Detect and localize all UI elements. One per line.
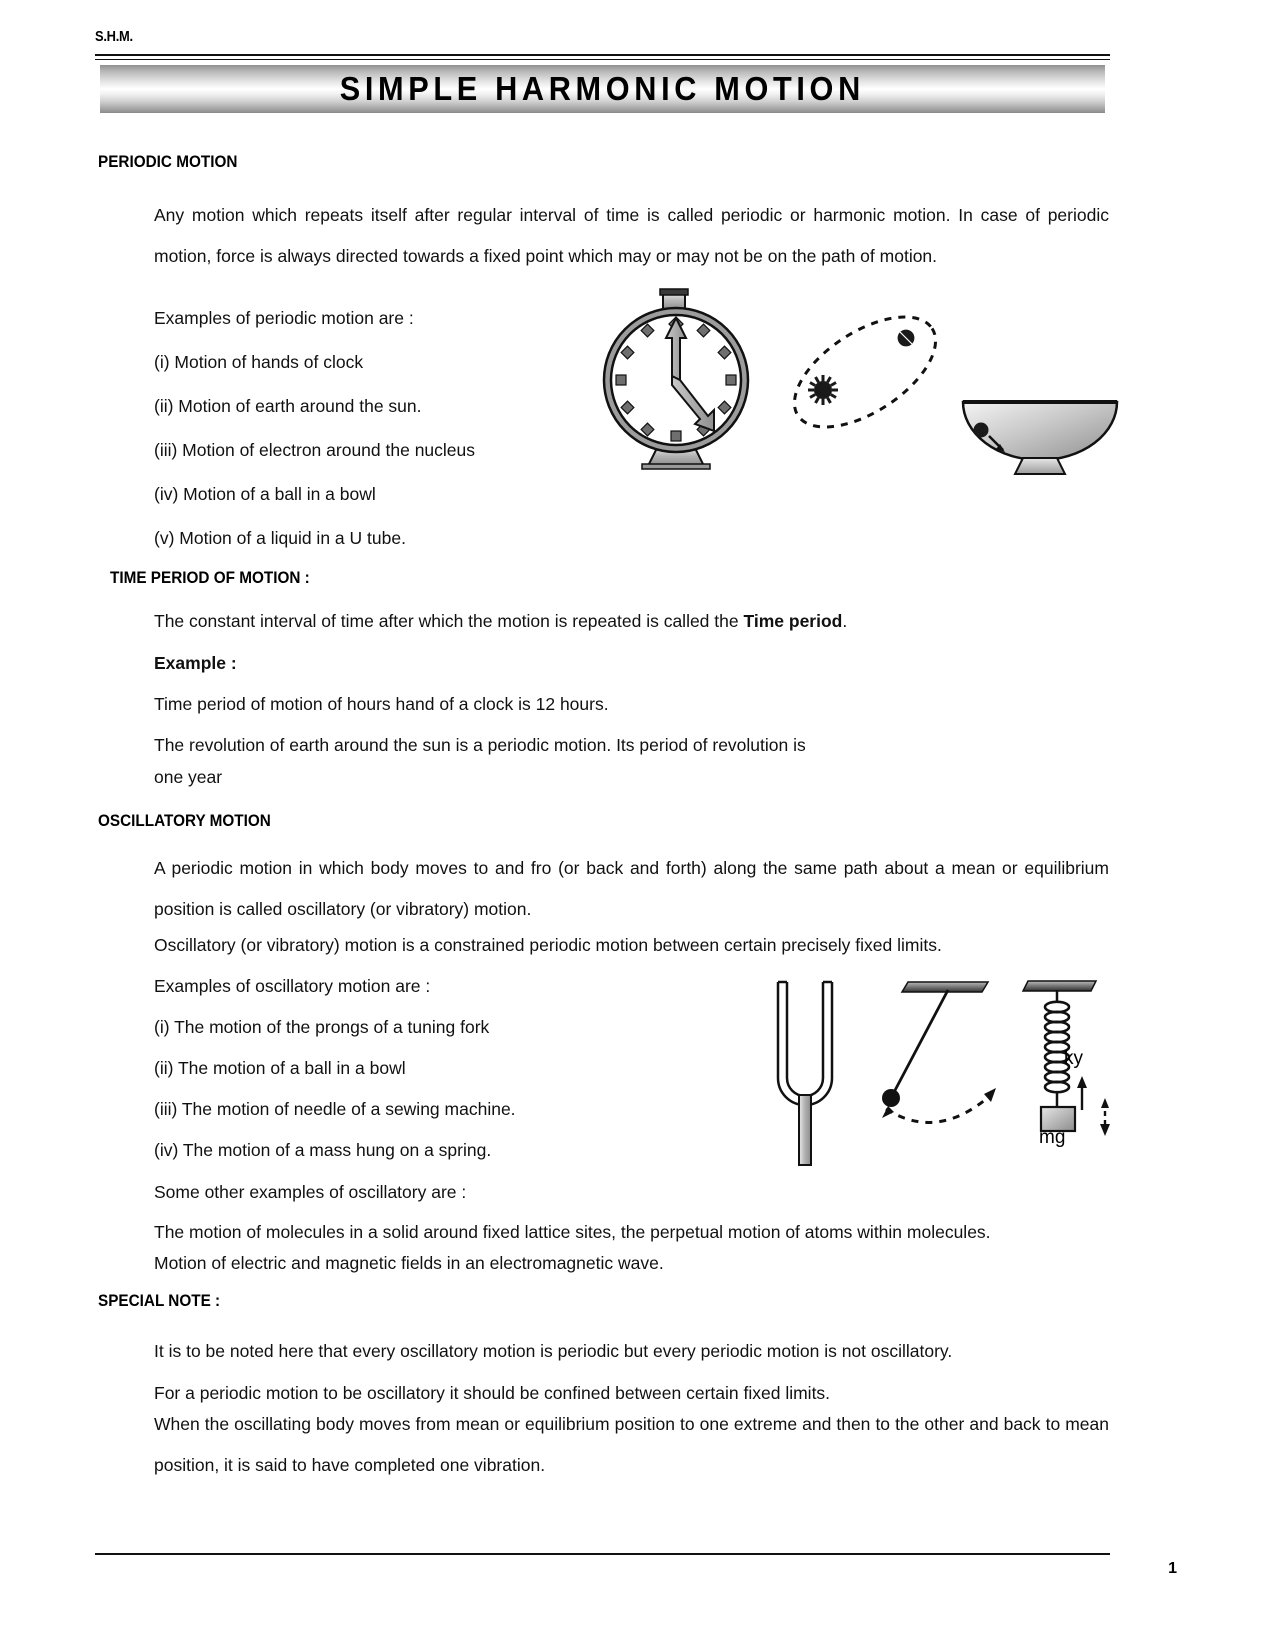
weight-label: mg — [1039, 1127, 1066, 1148]
oscillatory-other-line-1: The motion of molecules in a solid around fixed lattice sites, the perpetual motion of atoms within molecules. — [154, 1222, 991, 1242]
sun-icon — [808, 375, 838, 405]
special-note-line-3: When the oscillating body moves from mean or equilibrium position to one extreme and then to the other and back to mean position, it is said to have completed one vibration. — [154, 1414, 1109, 1475]
figure-simple-pendulum — [870, 978, 1010, 1138]
spring-force-label: ky — [1064, 1048, 1083, 1069]
heading-oscillatory-motion: OSCILLATORY MOTION — [98, 811, 271, 830]
oscillatory-examples-lead: Examples of oscillatory motion are : — [154, 976, 431, 996]
time-period-example-line-1: Time period of motion of hours hand of a clock is 12 hours. — [154, 694, 609, 714]
time-period-example-line-2: The revolution of earth around the sun is a periodic motion. Its period of revolution is — [154, 735, 806, 755]
heading-special-note: SPECIAL NOTE : — [98, 1291, 221, 1310]
special-note-line-1: It is to be noted here that every oscillatory motion is periodic but every periodic motion is not oscillatory. — [154, 1341, 953, 1361]
oscillatory-example-item-4: (iv) The motion of a mass hung on a spring. — [154, 1140, 492, 1160]
time-period-definition — [154, 601, 847, 642]
running-head: S.H.M. — [95, 28, 133, 45]
periodic-example-item-1: (i) Motion of hands of clock — [154, 352, 364, 372]
oscillatory-example-item-1: (i) The motion of the prongs of a tuning fork — [154, 1017, 490, 1037]
oscillatory-other-line-2: Motion of electric and magnetic fields in an electromagnetic wave. — [154, 1253, 664, 1273]
oscillatory-other-lead: Some other examples of oscillatory are : — [154, 1182, 467, 1202]
periodic-example-item-5: (v) Motion of a liquid in a U tube. — [154, 528, 406, 548]
figure-earth-around-sun — [775, 300, 955, 450]
chapter-title-banner — [100, 65, 1105, 113]
oscillatory-example-item-3: (iii) The motion of needle of a sewing machine. — [154, 1099, 516, 1119]
figure-ball-in-bowl — [955, 388, 1125, 480]
ball-icon — [974, 423, 989, 438]
time-period-term: Time period — [743, 611, 843, 631]
oscillatory-example-item-2: (ii) The motion of a ball in a bowl — [154, 1058, 406, 1078]
figure-tuning-fork — [770, 978, 840, 1168]
pendulum-bob-icon — [882, 1089, 900, 1107]
time-period-example-line-3: one year — [154, 767, 223, 787]
periodic-example-item-3: (iii) Motion of electron around the nucleus — [154, 440, 476, 460]
time-period-definition-period: . — [842, 611, 848, 631]
page-number: 1 — [1168, 1560, 1177, 1577]
earth-icon — [897, 329, 915, 347]
figure-alarm-clock — [596, 288, 756, 473]
footer-rule — [95, 1553, 1110, 1555]
periodic-example-item-2: (ii) Motion of earth around the sun. — [154, 396, 422, 416]
header-rule-thin — [95, 59, 1110, 60]
paragraph-periodic-intro: Any motion which repeats itself after regular interval of time is called periodic or harmonic motion. In case of periodic motion, force is always directed towards a fixed point which may or may not be on the path of motion. — [154, 205, 1109, 266]
paragraph-oscillatory-2: Oscillatory (or vibratory) motion is a constrained periodic motion between certain precisely fixed limits. — [154, 935, 942, 955]
heading-periodic-motion: PERIODIC MOTION — [98, 152, 238, 171]
paragraph-oscillatory-1: A periodic motion in which body moves to and fro (or back and forth) along the same path about a mean or equilibrium position is called oscillatory (or vibratory) motion. — [154, 858, 1109, 919]
header-rule-thick — [95, 54, 1110, 56]
time-period-definition-text: The constant interval of time after which the motion is repeated is called the — [154, 611, 744, 631]
chapter-title: SIMPLE HARMONIC MOTION — [339, 70, 866, 107]
special-note-line-2: For a periodic motion to be oscillatory it should be confined between certain fixed limits. — [154, 1383, 831, 1403]
heading-time-period: TIME PERIOD OF MOTION : — [110, 568, 310, 587]
time-period-example-heading: Example : — [154, 653, 237, 673]
periodic-examples-lead: Examples of periodic motion are : — [154, 308, 414, 328]
periodic-example-item-4: (iv) Motion of a ball in a bowl — [154, 484, 376, 504]
